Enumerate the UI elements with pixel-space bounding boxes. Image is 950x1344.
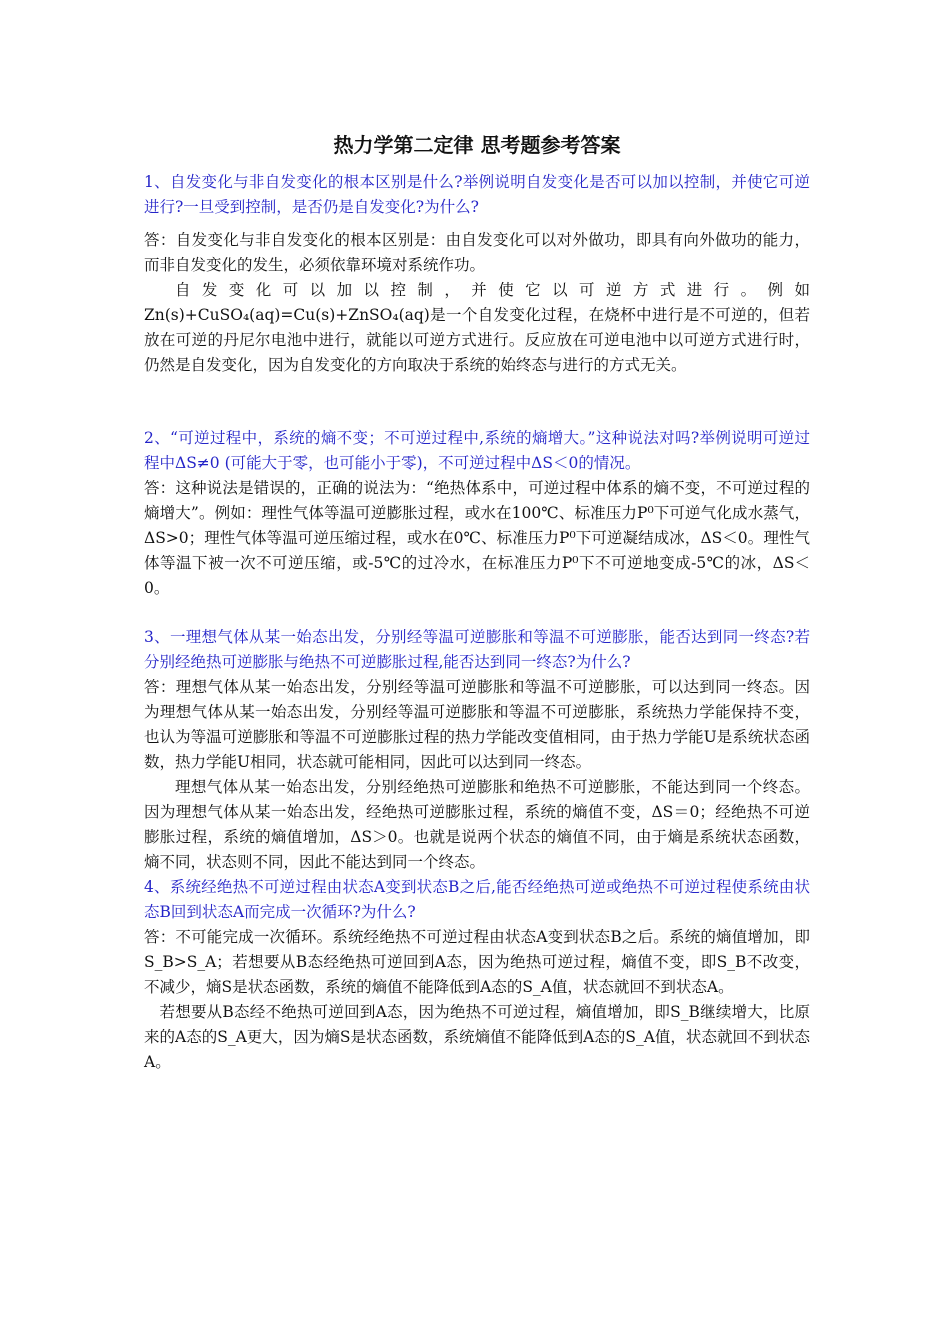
- question-4: 4、系统经绝热不可逆过程由状态A变到状态B之后,能否经绝热可逆或绝热不可逆过程使系统由状态B回到状态A而完成一次循环?为什么?: [144, 878, 810, 921]
- question-1: 1、自发变化与非自发变化的根本区别是什么?举例说明自发变化是否可以加以控制，并使它可逆进行?一旦受到控制，是否仍是自发变化?为什么?: [144, 173, 810, 216]
- question-2: 2、“可逆过程中，系统的熵不变；不可逆过程中,系统的熵增大。”这种说法对吗?举例说明可逆过程中ΔS≠0 (可能大于零，也可能小于零)，不可逆过程中ΔS＜0的情况。: [144, 429, 810, 472]
- answer-4-paragraph-2: 若想要从B态经不绝热可逆回到A态，因为绝热不可逆过程，熵值增加，即S_B继续增大，比原来的A态的S_A更大，因为熵S是状态函数，系统熵值不能降低到A态的S_A值，状态就回不到状态A。: [144, 1003, 810, 1071]
- document-page: [144, 130, 810, 1075]
- answer-3-paragraph-2: 理想气体从某一始态出发，分别经绝热可逆膨胀和绝热不可逆膨胀，不能达到同一个终态。因为理想气体从某一始态出发，经绝热可逆膨胀过程，系统的熵值不变，ΔS＝0；经绝热不可逆膨胀过程，系统的熵值增加，ΔS＞0。也就是说两个状态的熵值不同，由于熵是系统状态函数，熵不同，状态则不同，因此不能达到同一个终态。: [144, 778, 810, 871]
- answer-2-paragraph-1: 答：这种说法是错误的，正确的说法为：“绝热体系中，可逆过程中体系的熵不变，不可逆过程的熵增大”。例如：理性气体等温可逆膨胀过程，或水在100℃、标准压力P⁰下可逆气化成水蒸气，ΔS>0；理性气体等温可逆压缩过程，或水在0℃、标准压力P⁰下可逆凝结成冰，ΔS＜0。理性气体等温下被一次不可逆压缩，或-5℃的过冷水，在标准压力P⁰下不可逆地变成-5℃的冰，ΔS＜0。: [144, 479, 810, 597]
- answer-1-paragraph-2: 自发变化可以加以控制，并使它以可逆方式进行。例如Zn(s)+CuSO₄(aq)=Cu(s)+ZnSO₄(aq)是一个自发变化过程，在烧杯中进行是不可逆的，但若放在可逆的丹尼尔电池中进行，就能以可逆方式进行。反应放在可逆电池中以可逆方式进行时，仍然是自发变化，因为自发变化的方向取决于系统的始终态与进行的方式无关。: [144, 281, 810, 374]
- page-title: 热力学第二定律 思考题参考答案: [333, 133, 621, 157]
- answer-1-paragraph-1: 答：自发变化与非自发变化的根本区别是：由自发变化可以对外做功，即具有向外做功的能力，而非自发变化的发生，必须依靠环境对系统作功。: [144, 231, 810, 274]
- answer-3-paragraph-1: 答：理想气体从某一始态出发，分别经等温可逆膨胀和等温不可逆膨胀，可以达到同一终态。因为理想气体从某一始态出发，分别经等温可逆膨胀和等温不可逆膨胀，系统热力学能保持不变，也认为等温可逆膨胀和等温不可逆膨胀过程的热力学能改变值相同，由于热力学能U是系统状态函数，热力学能U相同，状态就可能相同，因此可以达到同一终态。: [144, 678, 810, 771]
- answer-4-paragraph-1: 答：不可能完成一次循环。系统经绝热不可逆过程由状态A变到状态B之后。系统的熵值增加，即S_B>S_A；若想要从B态经绝热可逆回到A态，因为绝热可逆过程，熵值不变，即S_B不改变，不减少，熵S是状态函数，系统的熵值不能降低到A态的S_A值，状态就回不到状态A。: [144, 928, 810, 996]
- question-3: 3、一理想气体从某一始态出发，分别经等温可逆膨胀和等温不可逆膨胀，能否达到同一终态?若分别经绝热可逆膨胀与绝热不可逆膨胀过程,能否达到同一终态?为什么?: [144, 628, 810, 671]
